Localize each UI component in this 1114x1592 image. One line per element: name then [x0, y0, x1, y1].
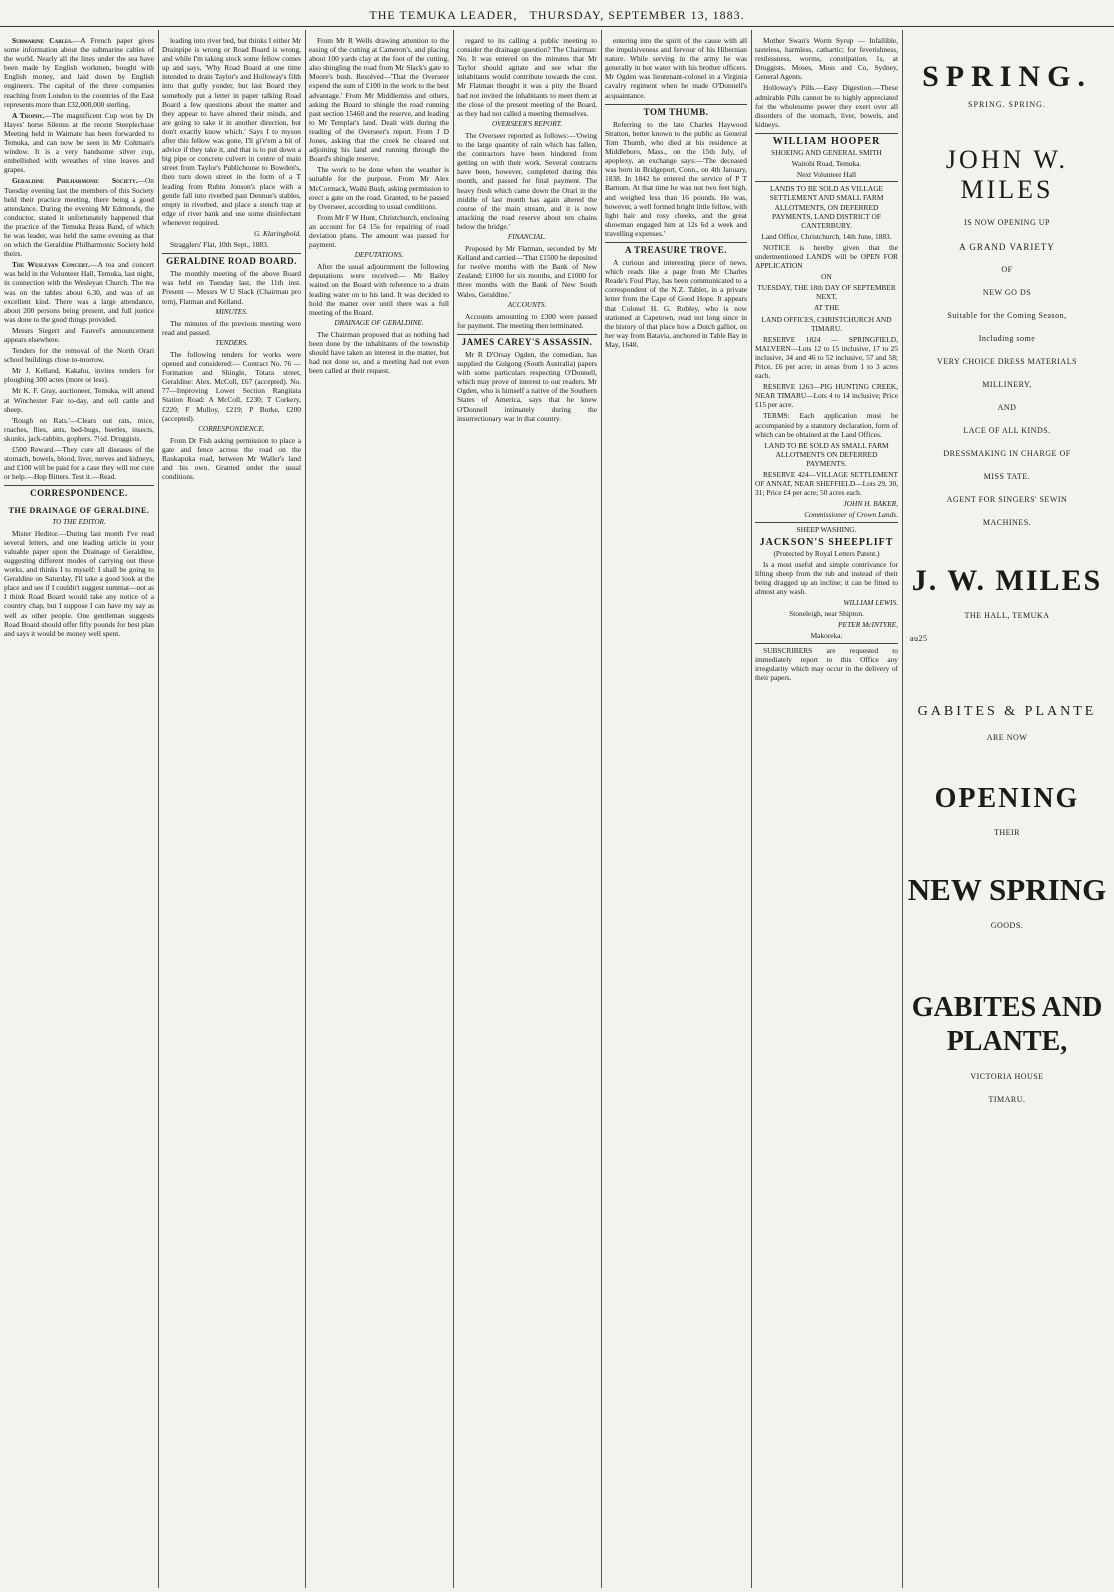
article-body: The Overseer reported as follows:—'Owing to the large quantity of rain which has fallen, the contractors have been hindered from getting on with their work. Several contracts have been, however, completed during this month, and passed for final payment. The heavy fresh which came down the Orari in the middle of last month has again altered the course of the main stream, and it is now attacking the road reserve about ten chains below the bridge.'	[457, 130, 597, 231]
ad-line: GOODS.	[990, 921, 1024, 930]
ad-line: OF	[1001, 265, 1013, 274]
ad-line: SHOEING AND GENERAL SMITH	[771, 148, 882, 158]
article-body: The monthly meeting of the above Board was held on Tuesday last, the 11th inst. Present — Messrs W U Slack (Chairman pro tem), Flatman and Kelland.	[162, 269, 301, 306]
ad-line: AGENT FOR SINGERS' SEWIN	[946, 495, 1068, 504]
article-title: THE DRAINAGE OF GERALDINE.	[8, 505, 150, 515]
ad-signature: Commissioner of Crown Lands.	[804, 510, 898, 520]
ad-heading: WILLIAM HOOPER	[755, 133, 898, 146]
ad-heading: JACKSON'S SHEEPLIFT	[759, 536, 894, 548]
column-rule	[453, 30, 454, 1588]
ad-headline: OPENING	[934, 783, 1080, 814]
section-heading: CORRESPONDENCE.	[4, 485, 154, 498]
article-body: Mister Heditor.—During last month I've read several letters, and one leading article in your valuable paper upon the Drainage of Geraldine, suggesting different modes of carrying out these works, and thinks I to myself: I shall be going to Geraldine on Saturday, I'll take a good look at the place and see if I couldn't suggest summat—not as I think Road Board would take any notice of a country chap, but I suppose I can have my say as well as other people. One gentleman suggests Road Board should offer fifty pounds for best plan and says it would be money well spent.	[4, 528, 154, 638]
ad-heading: SHEEP WASHING.	[755, 522, 898, 534]
news-item: Mr J. Kelland, Kakahu, invites tenders for ploughing 300 acres (more or less).	[4, 366, 154, 385]
article-body: The following tenders for works were opened and considered:— Contract No. 76 — Formation and Shingle, Totara street, Geraldine: Alex. McColl, £67 (accepted). No. 77—Improving Lower Section Rangitata Station Road: A McColl, £230; T Corkery, £220; F Mulloy, £219; P Burke, £200 (accepted).	[162, 350, 301, 423]
column-4	[457, 36, 597, 1586]
ad-line: ARE NOW	[986, 733, 1028, 742]
ad-signature: WILLIAM LEWIS.	[843, 598, 898, 608]
ad-text: TERMS: Each application must be accompanied by a statutory declaration, form of which can be obtained at the Land Offices.	[755, 411, 898, 439]
ad-line: VERY CHOICE DRESS MATERIALS	[936, 357, 1078, 366]
column-rule	[902, 30, 903, 1588]
ad-merchant-name: J. W. MILES	[911, 564, 1103, 597]
ad-line: Land Office, Christchurch, 14th June, 1883.	[761, 231, 892, 241]
ad-merchant-name: GABITES AND PLANTE,	[911, 992, 1103, 1057]
subhead: MINUTES.	[215, 307, 248, 316]
ad-heading: LAND TO BE SOLD AS SMALL FARM ALLOTMENTS ON DEFERRED PAYMENTS.	[764, 440, 889, 468]
column-6-ads	[755, 36, 898, 1586]
column-5	[605, 36, 747, 1586]
ad-line: Stoneleigh, near Shipton.	[789, 609, 864, 619]
article-body: From Mr R Wells drawing attention to the easing of the cutting at Cameron's, and placing about 100 yards clay at the foot of the cutting, also shingling the road from Mr Slack's gate to Moore's bush. Resolved—'That the Overseer expend the sum of £100 in the work to the best advantage.' From Mr Middlemiss and others, asking the Board to shingle the road running past section 15460 and the reserve, and leading to Mr Templar's land. Dealt with during the reading of the Overseer's report. From J D Jones, asking that the creek be cleared out adjoining his land and running through the Board's shingle reserve.	[309, 36, 449, 164]
ad-line: Makoreka.	[810, 631, 843, 641]
ad-line: Waitohi Road, Temuka.	[791, 159, 862, 169]
article-body: regard to its calling a public meeting to consider the drainage question? The Chairman: No. It was entered on the minutes that Mr Taylor should agitate and see what the inhabitants would contribute towards the cost. Mr Flatman thought it was a pity the Board had not invited the inhabitants to meet them at the close of the present meeting of the Board, as they had not called a meeting themselves.	[457, 36, 597, 118]
ad-signature: JOHN H. BAKER,	[843, 499, 898, 509]
article-body: The minutes of the previous meeting were read and passed.	[162, 318, 301, 337]
ad-line: LACE OF ALL KINDS.	[963, 426, 1051, 435]
article-body: A curious and interesting piece of news, which reads like a page from Mr Charles Reade's Foul Play, has been communicated to a correspondent of the N.Z. Tablet, in a private letter from the Cape of Good Hope. It appears that Colonel H. G. Robley, who is now stationed at Capetown, read not long since in the history of that place how a Dutch galliot, on her way from Batavia, anchored in Table Bay in May, 1648.	[605, 258, 747, 349]
ad-text: RESERVE 1824 — SPRINGFIELD, MALVERN—Lots 12 to 15 inclusive, 17 to 25 inclusive, 34 and 46 to 52 inclusive, 57 and 58; Price, £6 per acre; in areas from 1 to 3 acres each.	[755, 334, 898, 381]
article-title: TOM THUMB.	[605, 104, 747, 117]
article-body: From Dr Fish asking permission to place a gate and fence across the road on the Raukapuka road, between Mr Waller's land and his own. Granted under the usual conditions.	[162, 435, 301, 482]
article-body: From Mr F W Hunt, Christchurch, enclosing an account for £4 15s for repairing of road deviation plans. The amount was passed for payment.	[309, 212, 449, 250]
column-rule	[305, 30, 306, 1588]
paper-name: THE TEMUKA LEADER,	[369, 8, 518, 22]
news-item: The Wesleyan Concert.—A tea and concert was held in the Volunteer Hall, Temuka, last night, in connection with the Wesleyan Church. The tea was on the tables about 6.30, and was of an excellent kind. There was a large attendance, about 200 persons being present, and full justice was done to the good things provided.	[4, 260, 154, 324]
article-body: The work to be done when the weather is suitable for the purpose. From Mr Alex McCormack, Waihi Bush, asking permission to erect a gate on the road. Granted, to be passed by Overseer, according to usual conditions.	[309, 165, 449, 211]
signature: G. Klaringbold.	[253, 228, 301, 238]
ad-headline: SPRING.	[922, 60, 1092, 93]
subhead: OVERSEER'S REPORT.	[491, 119, 563, 128]
article-body: Proposed by Mr Flatman, seconded by Mr Kelland and carried—'That £1500 be deposited for twelve months with the Bank of New Zealand; £1000 for six months, and £1000 for three months with the Bank of New South Wales, Geraldine.'	[457, 244, 597, 299]
ad-line: Suitable for the Coming Season,	[947, 311, 1067, 320]
ad-merchant-name: GABITES & PLANTE	[917, 704, 1097, 719]
ad-signature: PETER McINTYRE,	[838, 620, 898, 630]
article-body: Mr R D'Orsay Ogden, the comedian, has supplied the Gulgong (South Australia) papers with some particulars respecting O'Donnell, which may prove of interest to our readers. Mr Ogden, who is himself a native of the Southern States of America, says that he knew O'Donnell intimately during the insurrectionary war in that country.	[457, 350, 597, 423]
article-body: The Chairman proposed that as nothing had been done by the inhabitants of the township should have taken an interest in the matter, but had not done so, and a meeting had not even been called at their request.	[309, 329, 449, 376]
subhead: DRAINAGE OF GERALDINE.	[334, 318, 424, 327]
column-rule	[158, 30, 159, 1588]
ad-line: MILLINERY,	[982, 380, 1032, 389]
ad-line: THEIR	[993, 828, 1021, 837]
subhead: CORRESPONDENCE.	[198, 424, 265, 433]
subhead: ACCOUNTS.	[507, 300, 547, 309]
ad-line: ON	[821, 272, 832, 282]
ad-text: RESERVE 1263—PIG HUNTING CREEK, NEAR TIMARU—Lots 4 to 14 inclusive; Price £15 per acre.	[755, 382, 898, 410]
ad-line: Including some	[978, 334, 1036, 343]
news-item: 'Rough on Rats.'—Clears out rats, mice, roaches, flies, ants, bed-bugs, beetles, insects, skunks, jack-rabbits, gophers. 7½d. Druggists.	[4, 415, 154, 443]
column-3	[309, 36, 449, 1586]
ad-line: THE HALL, TEMUKA	[964, 611, 1050, 620]
subhead: DEPUTATIONS.	[354, 251, 404, 260]
ad-line: VICTORIA HOUSE	[970, 1072, 1044, 1081]
article-title: A TREASURE TROVE.	[605, 242, 747, 255]
ad-heading: LANDS TO BE SOLD AS VILLAGE SETTLEMENT AND SMALL FARM ALLOTMENTS, ON DEFERRED PAYMENTS, LAND DISTRICT OF CANTERBURY.	[755, 181, 898, 229]
article-title: GERALDINE ROAD BOARD.	[162, 253, 301, 266]
article-body: Accounts amounting to £300 were passed for payment. The meeting then terminated.	[457, 311, 597, 330]
news-item: Tenders for the removal of the North Orari school buildings close to-morrow.	[4, 346, 154, 365]
article-body: Referring to the late Charles Haywood Stratton, better known to the public as General Tom Thumb, who died at his residence at Middleboro, Mass., on the 15th July, of apoplexy, an exchange says:—'The deceased was born in Bridgeport, Conn., on 4th January, 1838. In 1842 he entered the service of P T Barnum. At that time he was not two feet high, and weighed less than 16 pounds. He was, however, a well formed bright little fellow, with light hair and rosy cheeks, and the great showman engaged him at 12s 6d a week and travelling expenses.'	[605, 119, 747, 238]
ad-line: (Protected by Royal Letters Patent.)	[773, 548, 880, 558]
news-item: Messrs Siegert and Fauvel's announcement appears elsewhere.	[4, 325, 154, 344]
ad-line: TIMARU.	[988, 1095, 1026, 1104]
ad-line: Next Volunteer Hall	[796, 170, 857, 180]
news-item: Mr K. F. Gray, auctioneer, Temuka, will attend at Winchester Fair to-day, and sell cattle and sheep.	[4, 386, 154, 414]
ad-line: AND	[997, 403, 1017, 412]
news-item: A Trophy.—The magnificent Cup won by Dr Hayes' horse Silenus at the recent Steeplechase Meeting held in Waimate has been forwarded to Temuka, and can now be seen in Mr Coltman's window. It is a very handsome silver cup, embellished with wreathes of vine leaves and grapes.	[4, 110, 154, 175]
news-item: Submarine Cables.—A French paper gives some information about the submarine cables of the world. Nearly all the lines under the sea have been made by English workmen, bought with English money, and laid down by English engineers. The capital of the three companies reaching from London to the countries of the East represents more than £32,000,000 sterling.	[4, 36, 154, 109]
news-item: Geraldine Philharmonic Society.—On Tuesday evening last the members of this Society held their practice meeting, there being a good attendance. During the evening Mr Edmonds, the conductor, stated it unfortunately happened that the practice of the Temuka Brass Band, of which he was leader, was held the same evening as that on which the Geraldine Philharmonic Society held theirs.	[4, 176, 154, 259]
ad-text: Mother Swan's Worm Syrup — Infallible, tasteless, harmless, cathartic; for feverishness, restlessness, worms, constipation. 1s, at Druggists. Moses, Moss and Co, Sydney, General Agents.	[755, 36, 898, 82]
masthead	[0, 4, 1114, 27]
issue-date: THURSDAY, SEPTEMBER 13, 1883.	[529, 8, 745, 22]
column-1	[4, 36, 154, 1586]
ad-text: Holloway's Pills.—Easy Digestion.—These admirable Pills cannot be to highly appreciated for the wholesome power they exert over all disorders of the stomach, liver, bowels, and kidneys.	[755, 83, 898, 129]
ad-line: AT THE	[814, 303, 839, 313]
article-body: After the usual adjournment the following deputations were received:— Mr Bailey waited on the Board with reference to a drain leading water on to his land. It was decided to hold the matter over until there was a full meeting of the Board.	[309, 262, 449, 317]
article-title: JAMES CAREY'S ASSASSIN.	[457, 334, 597, 347]
column-2	[162, 36, 301, 1586]
ad-line: NEW GO DS	[982, 288, 1032, 297]
ad-line: SPRING. SPRING.	[968, 100, 1046, 109]
ad-text: RESERVE 424—VILLAGE SETTLEMENT OF ANNAT, NEAR SHEFFIELD—Lots 29, 30, 31; Price £4 per acre; 50 acres each.	[755, 470, 898, 498]
ad-line: MACHINES.	[982, 518, 1032, 527]
ad-text: Is a most useful and simple contrivance for lifting sheep from the tub and instead of their being dragged up an incline; it can be fitted to almost any wash.	[755, 559, 898, 597]
ad-text: NOTICE is hereby given that the undermentioned LANDS will be OPEN FOR APPLICATION	[755, 242, 898, 271]
column-rule	[601, 30, 602, 1588]
ad-line: TUESDAY, THE 18th DAY OF SEPTEMBER NEXT,	[757, 283, 896, 302]
column-7-display-ads	[906, 36, 1108, 1586]
ad-text: SUBSCRIBERS are requested to immediately report to this Office any irregularity which may occur in the delivery of their papers.	[755, 643, 898, 682]
ad-code: au25	[910, 634, 928, 643]
ad-headline: NEW SPRING	[907, 872, 1107, 907]
ad-line: DRESSMAKING IN CHARGE OF	[943, 449, 1071, 458]
news-item: £500 Reward.—They cure all diseases of the stomach, bowels, blood, liver, nerves and kidneys, and £100 will be paid for a case they will not cure or help.—Hop Bitters. Test it.—Read.	[4, 445, 154, 482]
subhead: TENDERS.	[215, 338, 248, 347]
article-subtitle: TO THE EDITOR.	[52, 517, 106, 526]
ad-line: LAND OFFICES, CHRISTCHURCH AND TIMARU.	[761, 314, 892, 333]
column-rule	[751, 30, 752, 1588]
subhead: FINANCIAL.	[507, 232, 547, 241]
article-body: leading into river bed, but thinks I either Mr Drainpipe is wrong or Road Board is wrong, and while I'm taking stock some fellow comes up and says, 'Why Road Board at one time intended to drain Taylor's and Holloway's filth into that gully yonder, but last Board they somebody put a letter in paper talking Road Board a few questions about the matter and they appear to have altered their minds, and are going to take it in another direction, but don't exactly know which.' Says I to myson after this fellow was gone, I'll gi'e'em a bit of advice if they take it, and that is to put down a big pipe or concrete culvert in centre of main street from Taylor's Publichouse to Bowden's, then turn down street in the form of a T leading from Rubin Jonson's place with a gentle fall into riverbed past Dennue's stables, empty in riverbed, and place a stench trap at edge of river bank and use some disinfectant whenever required.	[162, 36, 301, 227]
article-body: entering into the spirit of the cause with all the impulsiveness and fervour of his Hibernian nature. While serving in the army he was generally in hot water with his brother officers. Mr Ogden was lieutenant-colonel in a Virginia cavalry regiment when he made O'Donnell's acquaintance.	[605, 36, 747, 100]
ad-merchant-name: JOHN W. MILES	[945, 145, 1069, 204]
ad-line: MISS TATE.	[983, 472, 1031, 481]
dateline: Stragglers' Flat, 10th Sept., 1883.	[170, 240, 269, 250]
ad-line: IS NOW OPENING UP	[964, 218, 1050, 227]
ad-line: A GRAND VARIETY	[959, 242, 1055, 252]
